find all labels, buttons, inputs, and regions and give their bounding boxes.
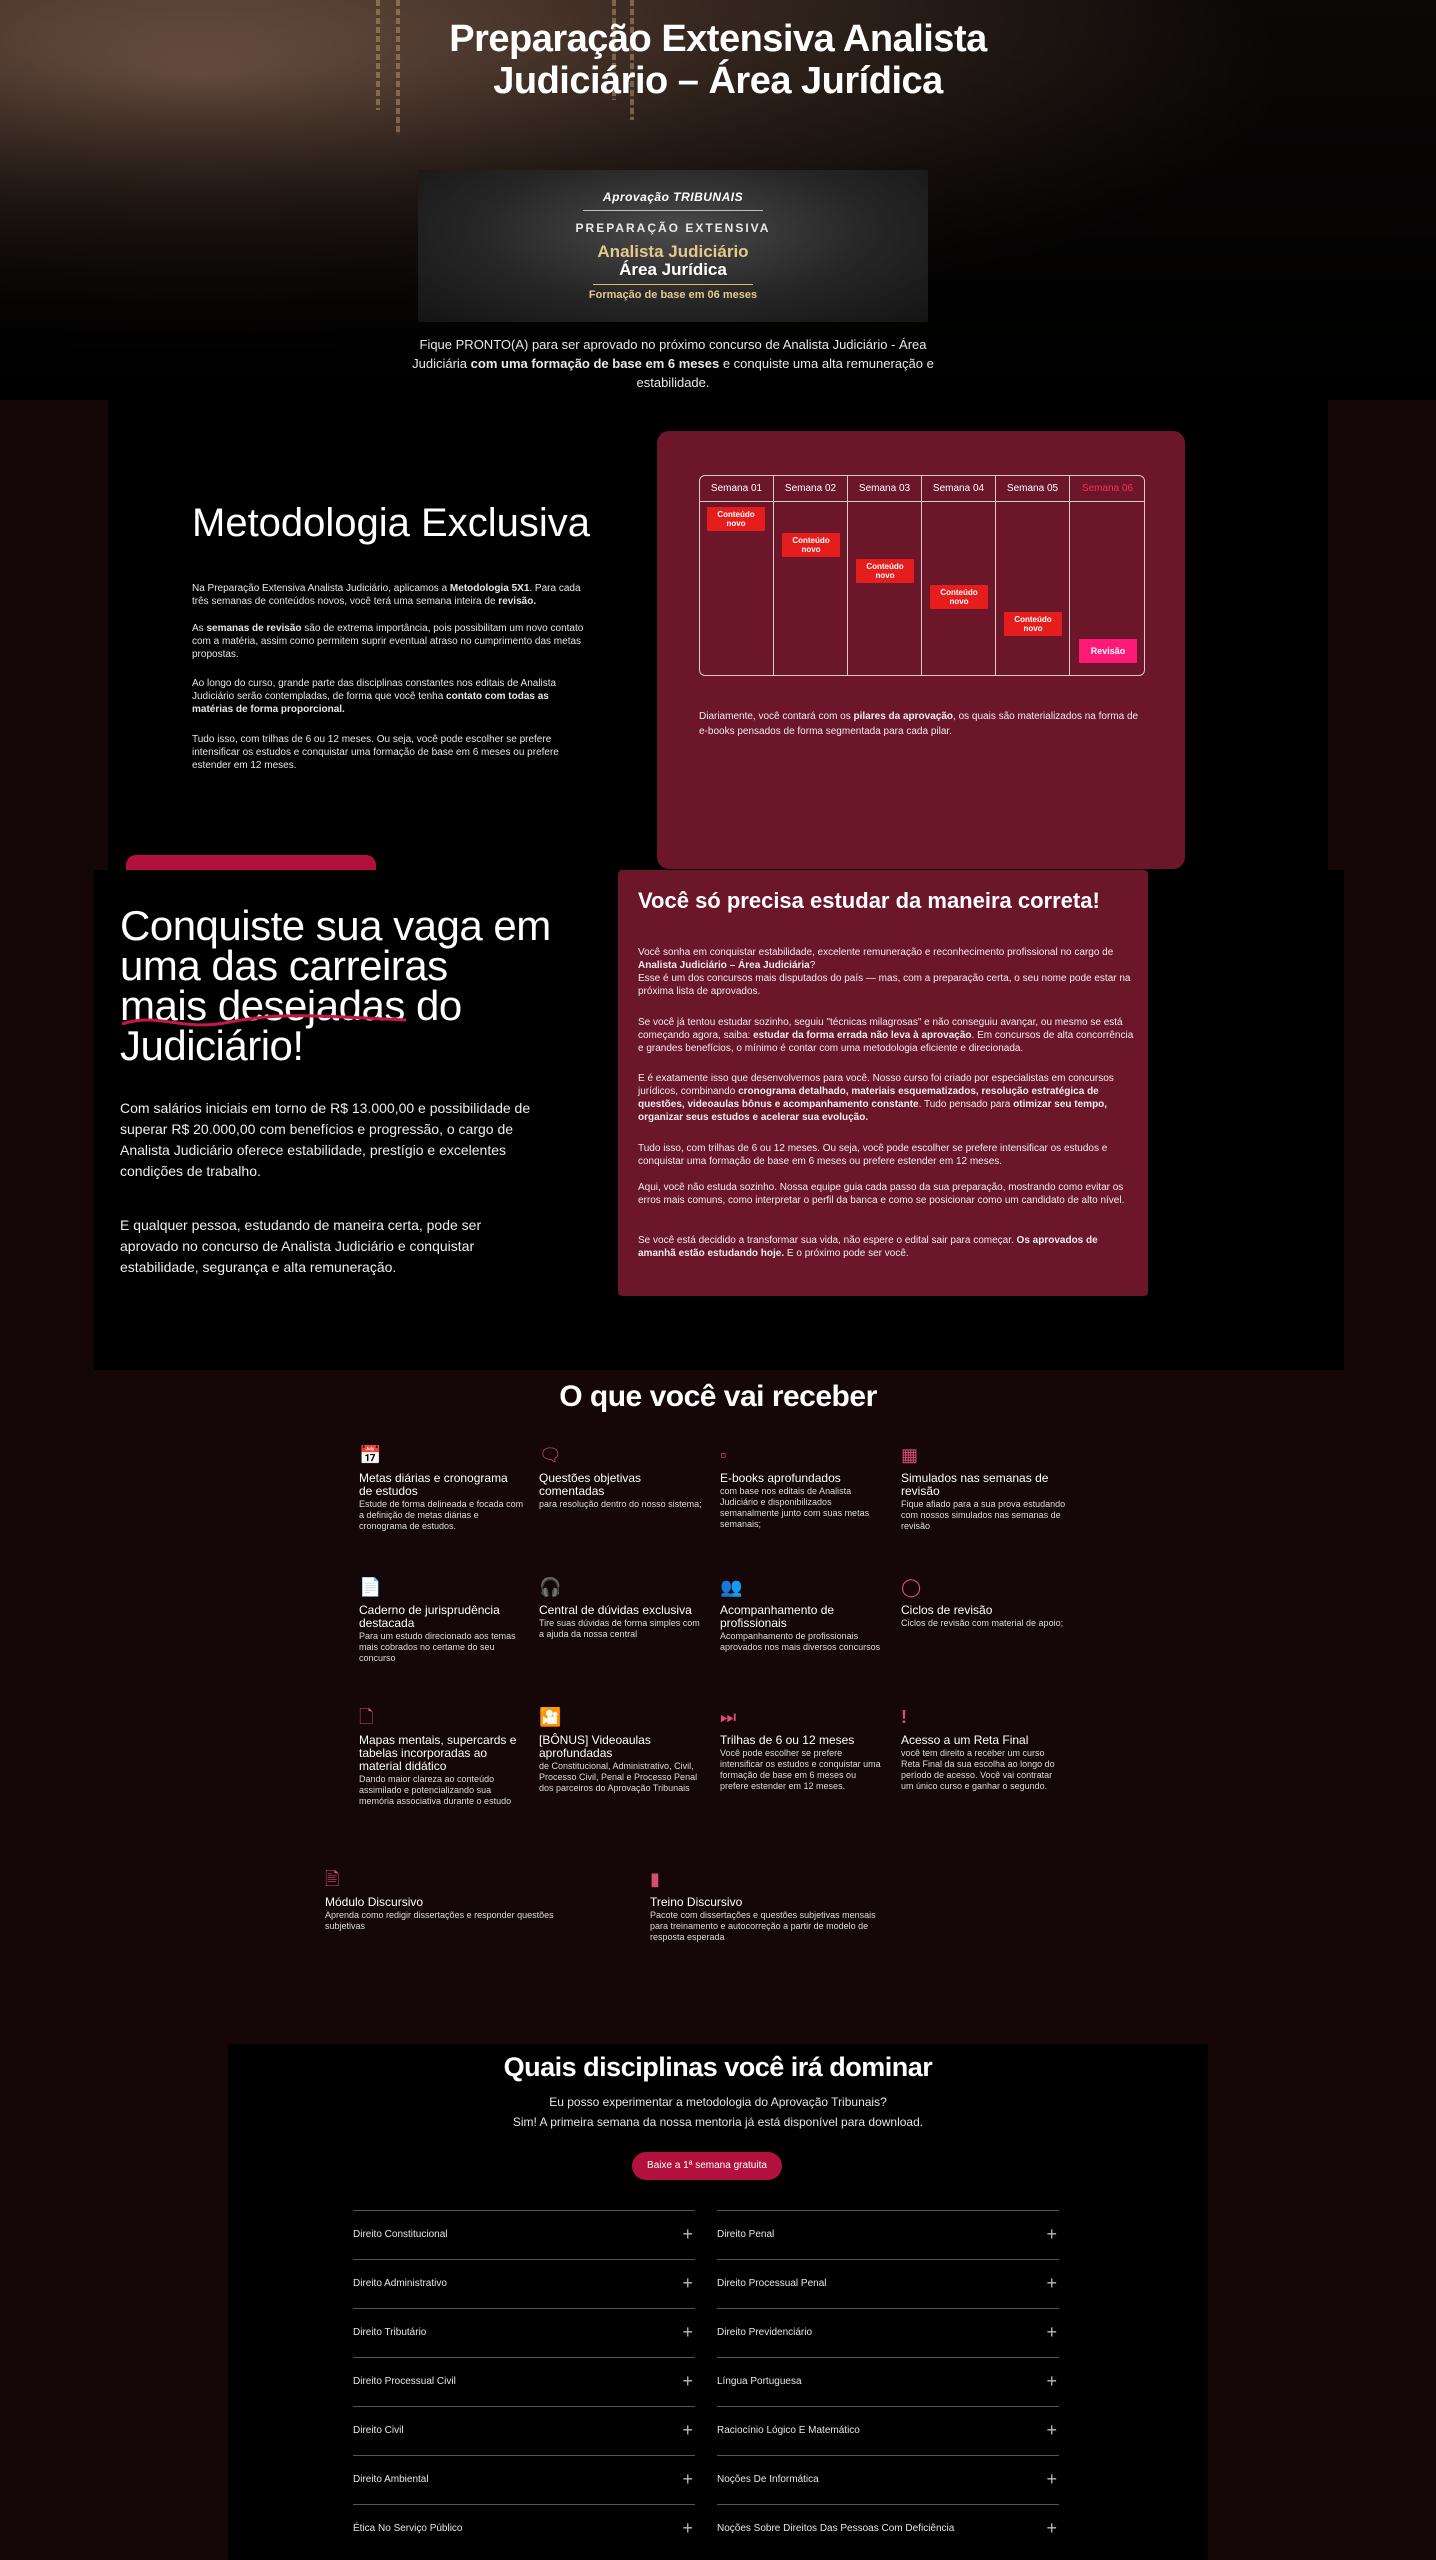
- methodology-paragraph: Tudo isso, com trilhas de 6 ou 12 meses. Ou seja, você pode escolher se prefere intensificar os estudos e conquistar uma formação de base em 6 meses ou prefere estender em 12 meses.: [192, 734, 559, 771]
- benefit-item: 📅 Metas diárias e cronograma de estudos Estude de forma delineada e focada com a definição de metas diárias e cronograma de estudos.: [359, 1445, 524, 1531]
- headphones-icon: 🎧: [539, 1577, 562, 1597]
- methodology-paragraph: Na Preparação Extensiva Analista Judiciário, aplicamos a Metodologia 5X1. Para cada três semanas de conteúdos novos, você terá uma semana inteira de revisão.: [192, 583, 581, 607]
- discipline-accordion-item[interactable]: Direito Administrativo +: [353, 2259, 695, 2308]
- benefit-item: ▮ Treino Discursivo Pacote com dissertações e questões subjetivas mensais para treinamento e autocorreção a partir de modelo de resposta esperada: [650, 1869, 876, 1942]
- discipline-accordion-item[interactable]: Língua Portuguesa +: [717, 2357, 1059, 2406]
- disciplines-subtitle: Eu posso experimentar a metodologia do Aprovação Tribunais?: [549, 2095, 887, 2109]
- benefit-item: 👥 Acompanhamento de profissionais Acompanhamento de profissionais aprovados nos mais diversos concursos: [720, 1577, 881, 1652]
- study-right-paragraph: E é exatamente isso que desenvolvemos para você. Nosso curso foi criado por especialistas em concursos jurídicos, combinando cronograma detalhado, materiais esquematizados, resolução estratégica de questões, videoaulas bônus e acompanhamento constante. Tudo pensado para otimizar seu tempo, organizar seus estudos e acelerar sua evolução.: [638, 1073, 1114, 1123]
- benefit-item: ⏭ Trilhas de 6 ou 12 meses Você pode escolher se prefere intensificar os estudos e conquistar uma formação de base em 6 meses ou prefere estender em 12 meses.: [720, 1707, 881, 1791]
- discipline-accordion-item[interactable]: Direito Processual Civil +: [353, 2357, 695, 2406]
- banner-course-name: Analista Judiciário: [597, 242, 749, 261]
- benefit-item: 🗋 Mapas mentais, supercards e tabelas incorporadas ao material didático Dando maior clareza ao conteúdo assimilado e potencializando sua memória associativa durante o estudo: [359, 1707, 517, 1806]
- plus-icon[interactable]: +: [682, 2224, 693, 2244]
- plus-icon[interactable]: +: [682, 2273, 693, 2293]
- schedule-chip-new-content: Conteúdo novo: [856, 559, 914, 583]
- conquer-title: Conquiste sua vaga em uma das carreiras mais desejadas do Judiciário!: [120, 902, 551, 1069]
- conquer-paragraph: Com salários iniciais em torno de R$ 13.000,00 e possibilidade de superar R$ 20.000,00 com benefícios e progressão, o cargo de Analista Judiciário oferece estabilidade, prestígio e excelentes condições de trabalho.: [120, 1100, 531, 1179]
- cycle-icon: ◯: [901, 1577, 922, 1597]
- plus-icon[interactable]: +: [682, 2322, 693, 2342]
- banner-formation: Formação de base em 06 meses: [588, 289, 758, 301]
- users-icon: 👥: [720, 1577, 743, 1597]
- document-icon: 📄: [359, 1577, 382, 1597]
- study-right-paragraph: Se você está decidido a transformar sua vida, não espere o edital sair para começar. Os aprovados de amanhã estão estudando hoje. E o próximo pode ser você.: [638, 1235, 1098, 1259]
- schedule-chip-new-content: Conteúdo novo: [782, 533, 840, 557]
- calendar-icon: ▦: [901, 1445, 919, 1465]
- discipline-accordion-item[interactable]: Ética No Serviço Público +: [353, 2504, 695, 2553]
- note-icon: ▫: [720, 1445, 727, 1465]
- banner-pretitle: PREPARAÇÃO EXTENSIVA: [575, 221, 771, 235]
- benefits-title: O que você vai receber: [559, 1380, 877, 1413]
- schedule-chip-new-content: Conteúdo novo: [1004, 612, 1062, 636]
- exclamation-icon: !: [901, 1707, 907, 1727]
- discipline-accordion-item[interactable]: Noções Sobre Direitos Das Pessoas Com Deficiência +: [717, 2504, 1059, 2553]
- plus-icon[interactable]: +: [1046, 2273, 1057, 2293]
- fast-forward-icon: ⏭: [720, 1707, 737, 1727]
- discipline-accordion-item[interactable]: Direito Previdenciário +: [717, 2308, 1059, 2357]
- squiggle-underline-decoration: [120, 1010, 410, 1032]
- plus-icon[interactable]: +: [1046, 2469, 1057, 2489]
- schedule-card: [657, 431, 1185, 869]
- study-right-paragraph: Tudo isso, com trilhas de 6 ou 12 meses. Ou seja, você pode escolher se prefere intensificar os estudos e conquistar uma formação de base em 6 meses ou prefere estender em 12 meses.: [638, 1143, 1108, 1167]
- banner-divider: [583, 210, 763, 211]
- schedule-week-column: Semana 01: [700, 476, 774, 675]
- plus-icon[interactable]: +: [1046, 2420, 1057, 2440]
- benefit-item: ! Acesso a um Reta Final você tem direito a receber um curso Reta Final da sua escolha ao longo do período de acesso. Você vai contratar um único curso e ganhar o segundo.: [901, 1707, 1055, 1791]
- discipline-accordion-item[interactable]: Noções De Informática +: [717, 2455, 1059, 2504]
- discipline-accordion-item[interactable]: Direito Tributário +: [353, 2308, 695, 2357]
- download-first-week-button[interactable]: Baixe a 1ª semana gratuita: [632, 2152, 782, 2180]
- plus-icon[interactable]: +: [682, 2469, 693, 2489]
- benefit-item: 🎧 Central de dúvidas exclusiva Tire suas dúvidas de forma simples com a ajuda da nossa central: [539, 1577, 700, 1639]
- benefit-item: 🎦 [BÔNUS] Videoaulas aprofundadas de Constitucional, Administrativo, Civil, Processo Civil, Penal e Processo Penal dos parceiros do Aprovação Tribunais: [539, 1707, 698, 1793]
- schedule-chip-review: Revisão: [1079, 639, 1137, 663]
- banner-course-area: Área Jurídica: [619, 260, 727, 279]
- plus-icon[interactable]: +: [1046, 2371, 1057, 2391]
- study-right-paragraph: Você sonha em conquistar estabilidade, excelente remuneração e reconhecimento profissional no cargo de Analista Judiciário – Área Judiciária? Esse é um dos concursos mais disputados do país — mas, com a preparação certa, o seu nome pode estar na próxima lista de aprovados.: [638, 947, 1131, 997]
- discipline-accordion-item[interactable]: Direito Processual Penal +: [717, 2259, 1059, 2308]
- schedule-chip-new-content: Conteúdo novo: [930, 585, 988, 609]
- benefit-item: ▫ E-books aprofundados com base nos editais de Analista Judiciário e disponibilizados semanalmente junto com suas metas semanais;: [720, 1445, 870, 1529]
- plus-icon[interactable]: +: [682, 2518, 693, 2538]
- plus-icon[interactable]: +: [1046, 2518, 1057, 2538]
- calendar-check-icon: 📅: [359, 1445, 382, 1465]
- disciplines-section: [228, 2044, 1208, 2560]
- schedule-card-text: Diariamente, você contará com os pilares da aprovação, os quais são materializados na forma de e-books pensados de forma segmentada para cada pilar.: [699, 711, 1139, 737]
- document-lines-icon: 🖹: [325, 1869, 340, 1889]
- conquer-section: [94, 870, 1344, 1370]
- file-filled-icon: ▮: [650, 1869, 660, 1889]
- discipline-accordion-item[interactable]: Direito Constitucional +: [353, 2210, 695, 2259]
- methodology-paragraph: Ao longo do curso, grande parte das disciplinas constantes nos editais de Analista Judiciário serão contempladas, de forma que você tenha contato com todas as matérias de forma proporcional.: [192, 678, 557, 715]
- discipline-accordion-item[interactable]: Direito Civil +: [353, 2406, 695, 2455]
- schedule-week-column: Semana 05: [996, 476, 1070, 675]
- benefit-item: 📄 Caderno de jurisprudência destacada Para um estudo direcionado aos temas mais cobrados no certame do seu concurso: [359, 1577, 516, 1663]
- cta-button-partial[interactable]: [126, 855, 376, 871]
- plus-icon[interactable]: +: [1046, 2224, 1057, 2244]
- disciplines-subtitle: Sim! A primeira semana da nossa mentoria já está disponível para download.: [512, 2115, 924, 2129]
- plus-icon[interactable]: +: [682, 2420, 693, 2440]
- benefit-item: ▦ Simulados nas semanas de revisão Fique afiado para a sua prova estudando com nossos simulados nas semanas de revisão: [901, 1445, 1066, 1531]
- chat-bubbles-icon: 🗨: [539, 1445, 562, 1465]
- study-right-card: [618, 870, 1148, 1296]
- methodology-title: Metodologia Exclusiva: [192, 501, 590, 545]
- discipline-accordion-item[interactable]: Direito Penal +: [717, 2210, 1059, 2259]
- benefit-item: 🗨 Questões objetivas comentadas para resolução dentro do nosso sistema;: [539, 1445, 702, 1509]
- brand-logo: Aprovação TRIBUNAIS: [602, 190, 744, 204]
- disciplines-title: Quais disciplinas você irá dominar: [503, 2052, 933, 2082]
- conquer-paragraph: E qualquer pessoa, estudando de maneira certa, pode ser aprovado no concurso de Analista Judiciário e conquistar estabilidade, segurança e alta remuneração.: [120, 1217, 482, 1275]
- hero-section: [0, 0, 1436, 400]
- benefit-item: 🖹 Módulo Discursivo Aprenda como redigir dissertações e responder questões subjetivas: [325, 1869, 554, 1931]
- schedule-chip-new-content: Conteúdo novo: [707, 507, 765, 531]
- schedule-table: [699, 475, 1145, 676]
- schedule-week-column: Semana 02: [774, 476, 848, 675]
- study-right-paragraph: Se você já tentou estudar sozinho, seguiu "técnicas milagrosas" e não conseguiu avançar, ou mesmo se está começando agora, saiba: estudar da forma errada não leva à aprovação. Em concursos de alta concorrência e grandes benefícios, o mínimo é contar com uma metodologia eficiente e direcionada.: [638, 1017, 1134, 1054]
- file-icon: 🗋: [359, 1707, 374, 1727]
- discipline-accordion-item[interactable]: Direito Ambiental +: [353, 2455, 695, 2504]
- discipline-accordion-item[interactable]: Raciocínio Lógico E Matemático +: [717, 2406, 1059, 2455]
- schedule-week-column: Semana 04: [922, 476, 996, 675]
- study-right-paragraph: Aqui, você não estuda sozinho. Nossa equipe guia cada passo da sua preparação, mostrando como evitar os erros mais comuns, como interpretar o perfil da banca e como se posicionar como um candidato de alto nível.: [638, 1182, 1125, 1206]
- benefit-item: ◯ Ciclos de revisão Ciclos de revisão com material de apoio;: [901, 1577, 1064, 1628]
- plus-icon[interactable]: +: [682, 2371, 693, 2391]
- study-right-title: Você só precisa estudar da maneira correta!: [638, 888, 1100, 913]
- hero-title: Preparação Extensiva Analista Judiciário – Área Jurídica: [449, 18, 987, 102]
- course-banner: [418, 170, 928, 322]
- methodology-paragraph: As semanas de revisão são de extrema importância, pois possibilitam um novo contato com a matéria, assim como permitem suprir eventual atraso no cumprimento das metas propostas.: [192, 623, 584, 660]
- plus-icon[interactable]: +: [1046, 2322, 1057, 2342]
- hero-description: Fique PRONTO(A) para ser aprovado no próximo concurso de Analista Judiciário - Área Judiciária com uma formação de base em 6 meses e conquiste uma alta remuneração e estabilidade.: [412, 337, 934, 390]
- video-file-icon: 🎦: [539, 1707, 562, 1727]
- schedule-week-column: Semana 06: [1070, 476, 1145, 675]
- schedule-week-column: Semana 03: [848, 476, 922, 675]
- banner-divider: [593, 284, 753, 285]
